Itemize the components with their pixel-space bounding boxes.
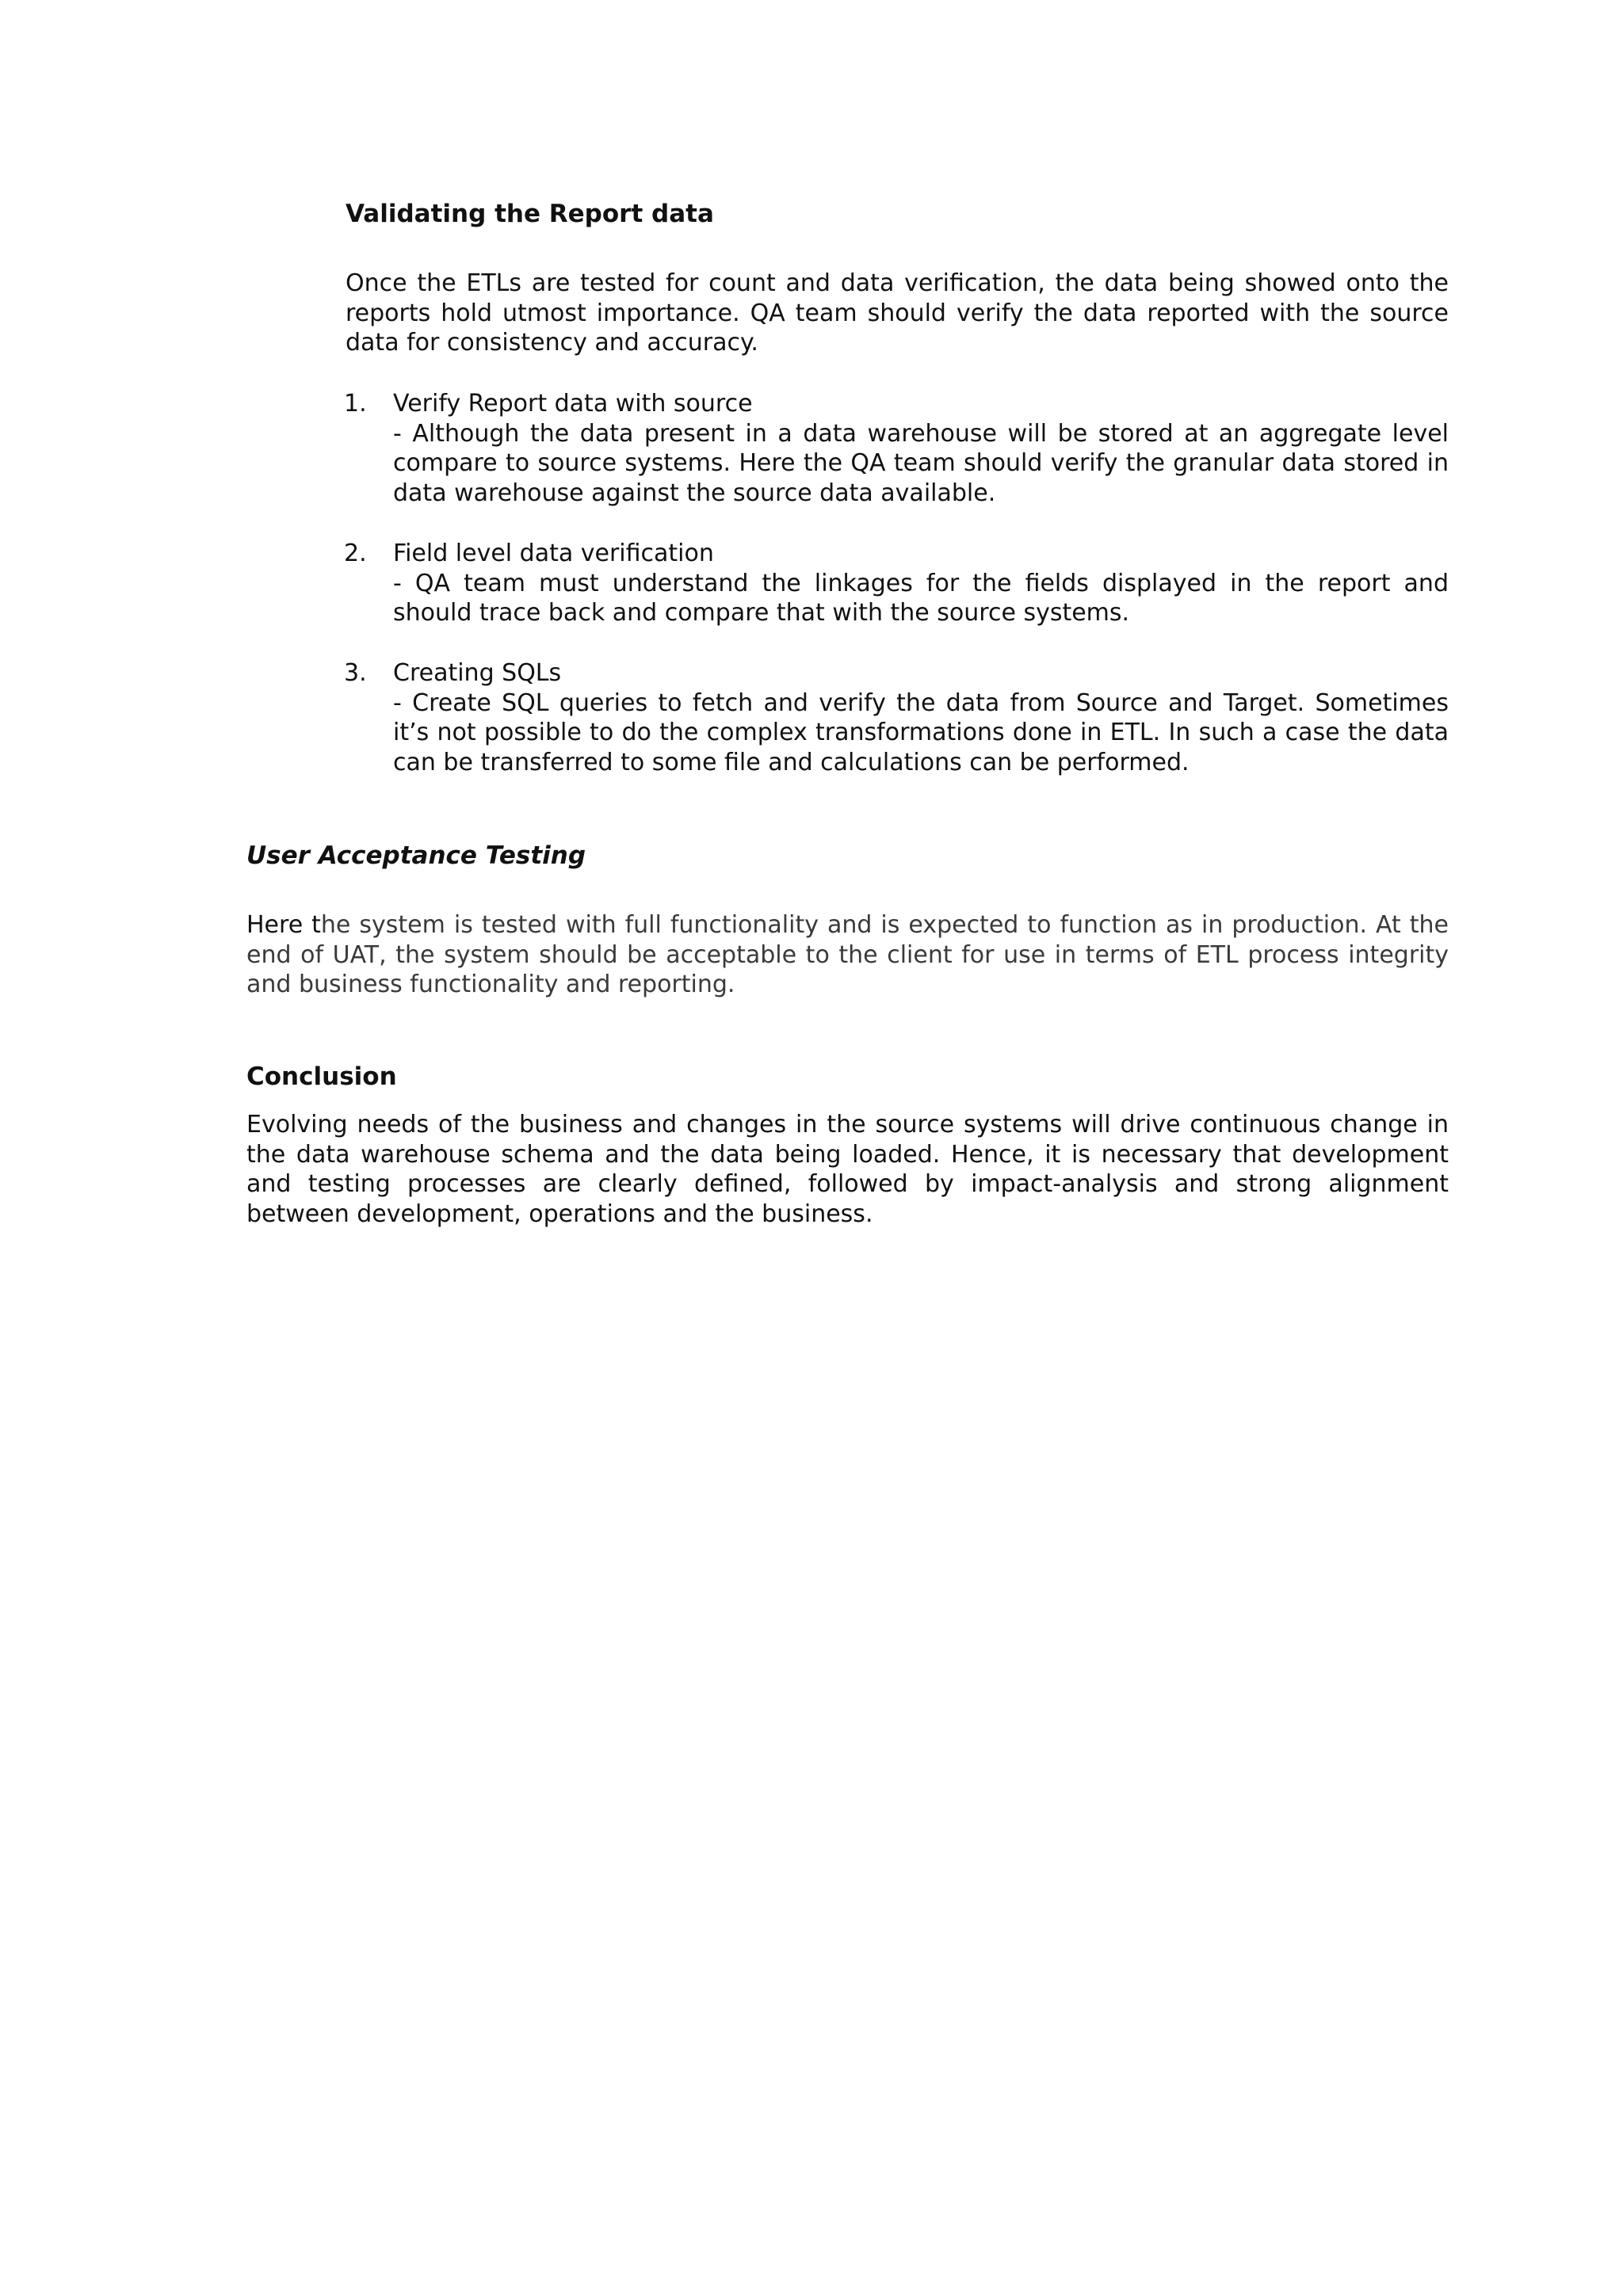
- section-heading-uat: User Acceptance Testing: [246, 841, 586, 870]
- list-item-number: 2.: [344, 540, 367, 567]
- list-item-title: Creating SQLs: [393, 659, 562, 687]
- report-validation-intro: Once the ETLs are tested for count and data verification, the data being showed onto the reports hold utmost importance. QA team should verify the data reported with the source data for consistency and accuracy.: [346, 269, 1449, 357]
- uat-paragraph-lead: Here t: [246, 911, 321, 939]
- list-item-number: 1.: [344, 390, 367, 418]
- section-heading-report-validation: Validating the Report data: [346, 200, 714, 228]
- conclusion-paragraph: Evolving needs of the business and changes in the source systems will drive continuous change in the data warehouse schema and the data being loaded. Hence, it is necessary that development and testing processes are clearly defined, followed by impact-analysis and strong alignment between development, operations and the business.: [246, 1111, 1449, 1228]
- list-item-body: [393, 389, 1449, 508]
- list-item-body: [393, 539, 1449, 628]
- section-heading-conclusion: Conclusion: [246, 1062, 397, 1091]
- list-item-title: Verify Report data with source: [393, 390, 753, 418]
- uat-paragraph: [246, 910, 1449, 1000]
- uat-paragraph-body: he system is tested with full functionality and is expected to function as in production. At the end of UAT, the system should be acceptable to the client for use in terms of ETL process integrity and business functionality and reporting.: [246, 911, 1449, 998]
- list-item-body: [393, 658, 1449, 777]
- list-item-description: - QA team must understand the linkages for the fields displayed in the report and should trace back and compare that with the source systems.: [393, 569, 1449, 627]
- list-item-description: - Create SQL queries to fetch and verify the data from Source and Target. Sometimes it’s not possible to do the complex transformations done in ETL. In such a case the data can be transferred to some file and calculations can be performed.: [393, 688, 1449, 776]
- list-item-description: - Although the data present in a data warehouse will be stored at an aggregate level compare to source systems. Here the QA team should verify the granular data stored in data warehouse against the source data available.: [393, 419, 1449, 507]
- list-item-number: 3.: [344, 659, 367, 687]
- list-item-title: Field level data verification: [393, 540, 714, 567]
